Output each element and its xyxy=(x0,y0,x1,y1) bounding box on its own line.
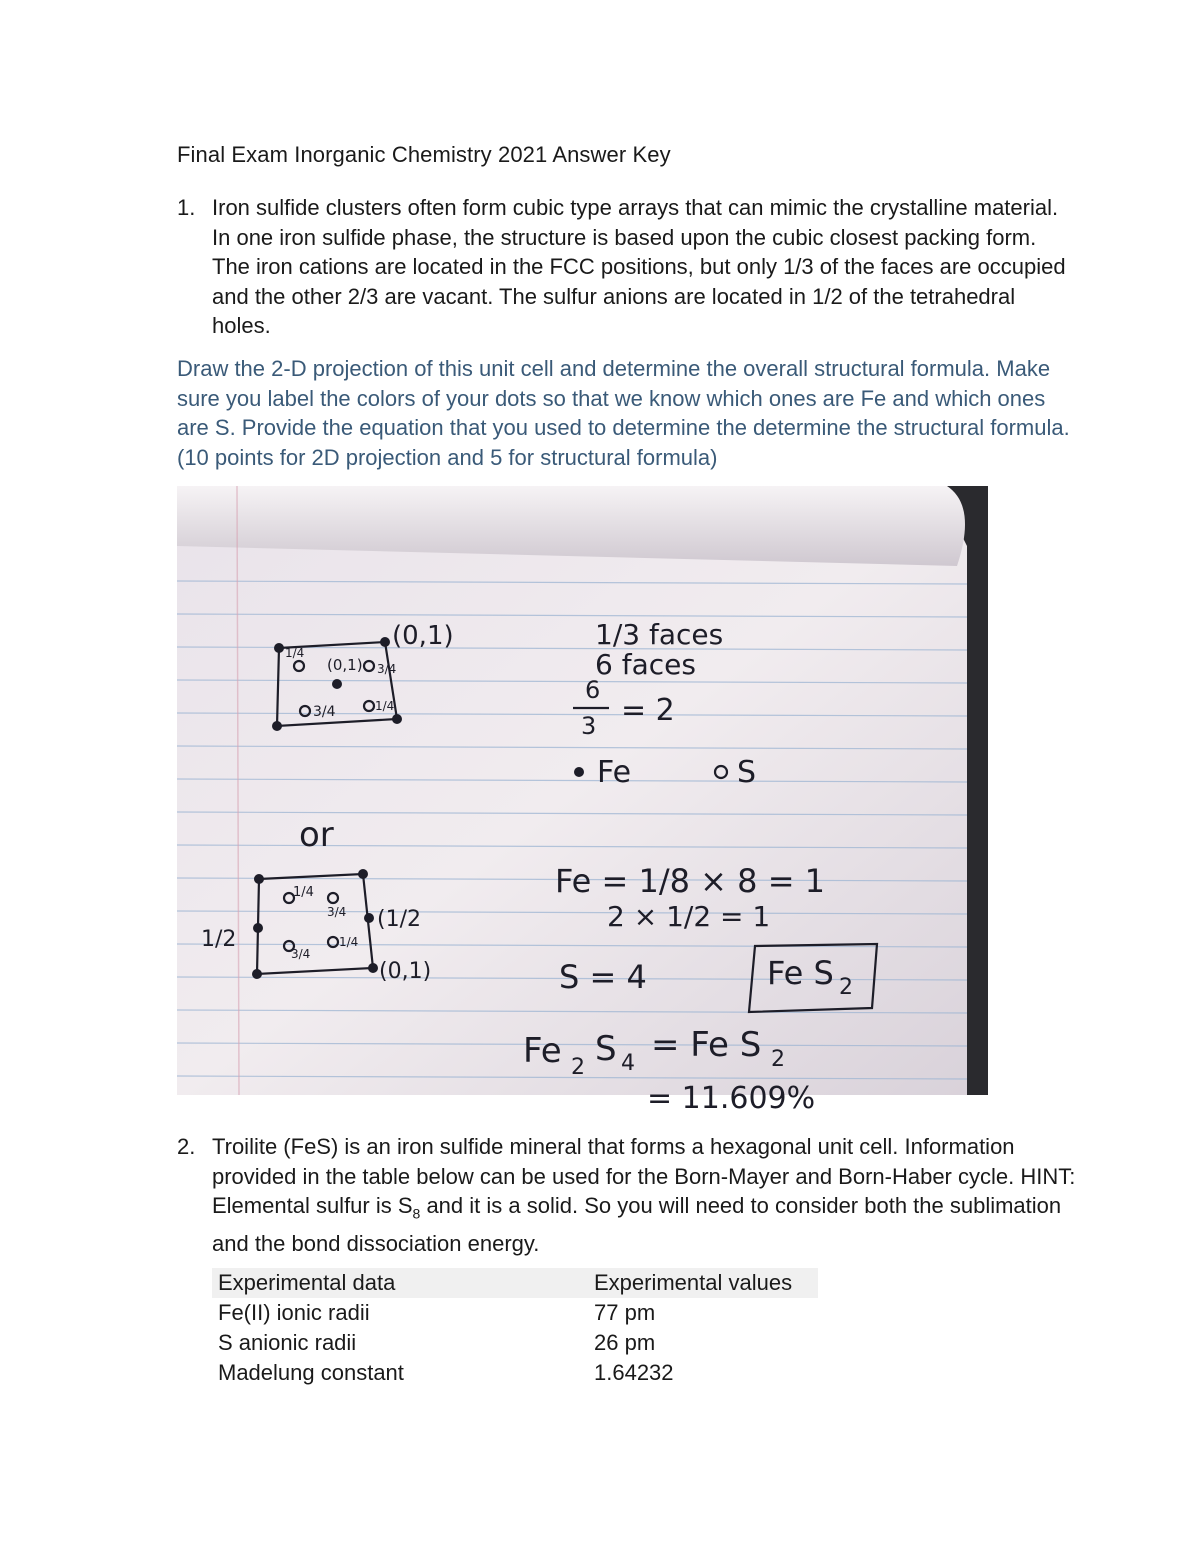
table-row xyxy=(212,1328,818,1358)
fe-equation-1: Fe = 1/8 × 8 = 1 xyxy=(555,862,826,900)
faces-line-1: 1/3 faces xyxy=(595,618,724,651)
final-eq-fe-sub: 2 xyxy=(571,1055,585,1080)
question-1 xyxy=(177,193,1077,341)
fe-dot xyxy=(364,913,374,923)
question-1-text: Iron sulfide clusters often form cubic type arrays that can mimic the crystalline material. In one iron sulfide phase, the structure is based upon the cubic closest packing form. The iron cations are located in the FCC positions, but only 1/3 of the faces are occupied and the other 2/3 are vacant. The sulfur anions are located in 1/2 of the tetrahedral holes. xyxy=(212,195,1066,338)
final-eq-s-sub: 4 xyxy=(621,1051,635,1076)
cell2-label-bottom-right: (0,1) xyxy=(379,959,432,984)
fe-dot xyxy=(332,679,342,689)
table-cell: 1.64232 xyxy=(594,1360,674,1385)
cell1-label-q4: 1/4 xyxy=(375,699,395,713)
faces-line-2: 6 faces xyxy=(595,648,696,681)
table-header-cell: Experimental data xyxy=(212,1268,588,1298)
cell2-label-q3: 3/4 xyxy=(291,947,311,961)
question-2-number: 2. xyxy=(177,1134,196,1159)
cell1-label-center: (0,1) xyxy=(327,656,363,674)
cell2-label-right-mid: (1/2 xyxy=(377,907,421,932)
cutoff-line: = 11.609% xyxy=(647,1081,816,1116)
fe-dot xyxy=(252,969,262,979)
fe-dot xyxy=(274,643,284,653)
fe-dot xyxy=(358,869,368,879)
fe-equation-2: 2 × 1/2 = 1 xyxy=(607,900,771,933)
experimental-data-table xyxy=(212,1268,818,1388)
boxed-formula: Fe S xyxy=(767,954,834,992)
table-header-cell: Experimental values xyxy=(588,1268,818,1298)
final-eq-s: S xyxy=(595,1029,617,1069)
boxed-subscript: 2 xyxy=(839,975,853,1000)
cell1-label-q3: 3/4 xyxy=(313,704,336,720)
sulfur-subscript: 8 xyxy=(412,1205,421,1222)
table-row xyxy=(212,1298,818,1328)
question-1-number: 1. xyxy=(177,195,196,220)
fraction-denominator: 3 xyxy=(581,712,597,740)
table-cell: S anionic radii xyxy=(218,1330,357,1355)
question-2-text-part-1: Troilite (FeS) is an iron sulfide mineral that forms a hexagonal unit cell. Information provided in the table below can be used for the Born-Mayer and Born-Haber cycle. HINT: Elemental sulfur is S xyxy=(212,1134,1076,1218)
legend-fe-dot xyxy=(574,767,584,777)
cell2-label-q4: 1/4 xyxy=(339,935,359,949)
table-header-row xyxy=(212,1268,818,1298)
legend-s: S xyxy=(737,755,757,790)
table-cell: 77 pm xyxy=(594,1300,656,1325)
table-cell: Madelung constant xyxy=(218,1360,404,1385)
cell2-label-q1: 1/4 xyxy=(293,885,314,900)
final-eq-rhs-sub: 2 xyxy=(771,1047,785,1072)
final-eq-fe: Fe xyxy=(523,1031,562,1071)
fe-dot xyxy=(392,714,402,724)
table-cell: 26 pm xyxy=(594,1330,656,1355)
question-2-text-part-2: and it is a solid. So you will need to consider both the sublimation and the bond dissociation energy. xyxy=(212,1193,1062,1256)
cell1-label-top-right: (0,1) xyxy=(392,621,454,651)
question-2-text xyxy=(212,1132,1077,1258)
fe-dot xyxy=(253,923,263,933)
handwritten-answer-photo xyxy=(177,486,988,1116)
or-label: or xyxy=(299,815,334,855)
cell2-label-q2: 3/4 xyxy=(327,905,347,919)
final-eq-rhs: = Fe S xyxy=(651,1025,762,1065)
fraction-numerator: 6 xyxy=(585,676,601,704)
question-2 xyxy=(177,1132,1077,1258)
cell2-label-left-mid: 1/2 xyxy=(201,927,237,952)
fraction-result: = 2 xyxy=(621,693,675,728)
cell1-label-q1: 1/4 xyxy=(285,646,305,660)
fe-dot xyxy=(254,874,264,884)
legend-fe: Fe xyxy=(597,755,632,790)
question-1-instructions: Draw the 2-D projection of this unit cell and determine the overall structural formula. Make sure you label the colors of your dots so that we know which ones are Fe and which ones are S. Provide the equation that you used to determine the determine the structural formula. (10 points for 2D projection and 5 for structural formula) xyxy=(177,356,1070,470)
page-title: Final Exam Inorganic Chemistry 2021 Answer Key xyxy=(177,142,671,167)
fe-dot xyxy=(368,963,378,973)
cell1-label-q2: 3/4 xyxy=(377,662,397,676)
table-row xyxy=(212,1358,818,1388)
paper-sheet xyxy=(177,486,967,1095)
s-equation: S = 4 xyxy=(559,958,647,996)
fe-dot xyxy=(380,637,390,647)
fe-dot xyxy=(272,721,282,731)
table-cell: Fe(II) ionic radii xyxy=(218,1300,370,1325)
